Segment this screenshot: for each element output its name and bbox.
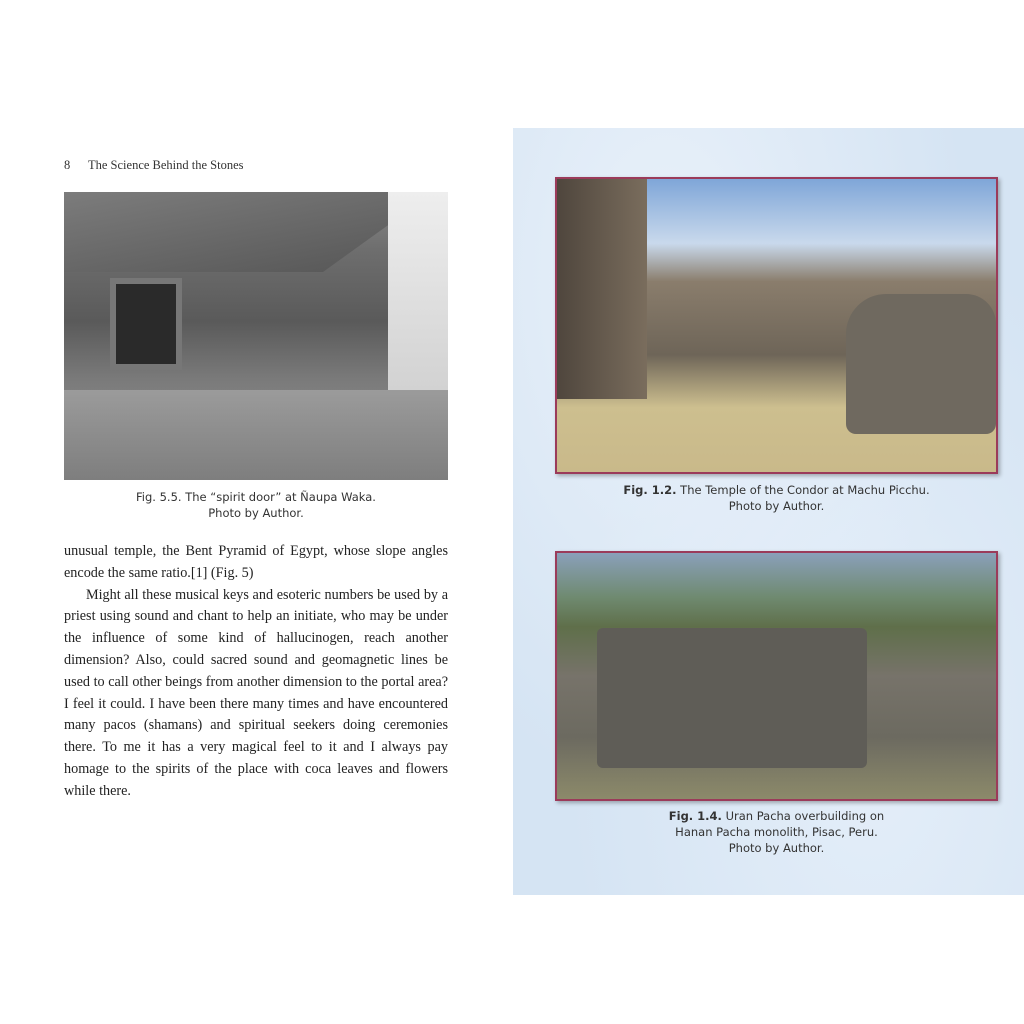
photo-uran-pacha	[555, 551, 998, 801]
paragraph: unusual temple, the Bent Pyramid of Egypt, whose slope angles encode the same ratio.[1] (Fig. 5)	[64, 543, 448, 581]
photo-temple-of-condor	[555, 177, 998, 474]
figure-label: Fig. 1.2.	[623, 483, 677, 497]
paragraph: Might all these musical keys and esoteric numbers be used by a priest using sound and chant to help an initiate, who may be under the influence of some kind of hallucinogen, reach another dimension? Also, could sacred sound and geomagnetic lines be used to call other beings from another dimension to the portal area? I feel it could. I have been there many times and have encountered many pacos (shamans) and spiritual seekers doing ceremonies there. To me it has a very magical feel to it and I always pay homage to the spirits of the place with coca leaves and flowers while there.	[64, 586, 448, 799]
figure-caption	[64, 489, 448, 521]
caption-text: Fig. 5.5. The “spirit door” at Ñaupa Waka.	[136, 490, 376, 504]
figure-label: Fig. 1.4.	[668, 809, 722, 823]
body-text	[64, 541, 448, 803]
page-number: 8	[64, 158, 71, 172]
caption-text: Uran Pacha overbuilding on	[721, 809, 885, 823]
photo-spirit-door	[64, 192, 448, 480]
running-title: The Science Behind the Stones	[88, 158, 244, 172]
caption-text-2: Hanan Pacha monolith, Pisac, Peru.	[675, 825, 878, 839]
caption-text: The Temple of the Condor at Machu Picchu.	[676, 483, 930, 497]
caption-credit: Photo by Author.	[728, 499, 825, 513]
figure-caption	[555, 808, 998, 856]
figure-caption	[555, 482, 998, 514]
caption-credit: Photo by Author.	[208, 506, 304, 520]
caption-credit: Photo by Author.	[728, 841, 825, 855]
